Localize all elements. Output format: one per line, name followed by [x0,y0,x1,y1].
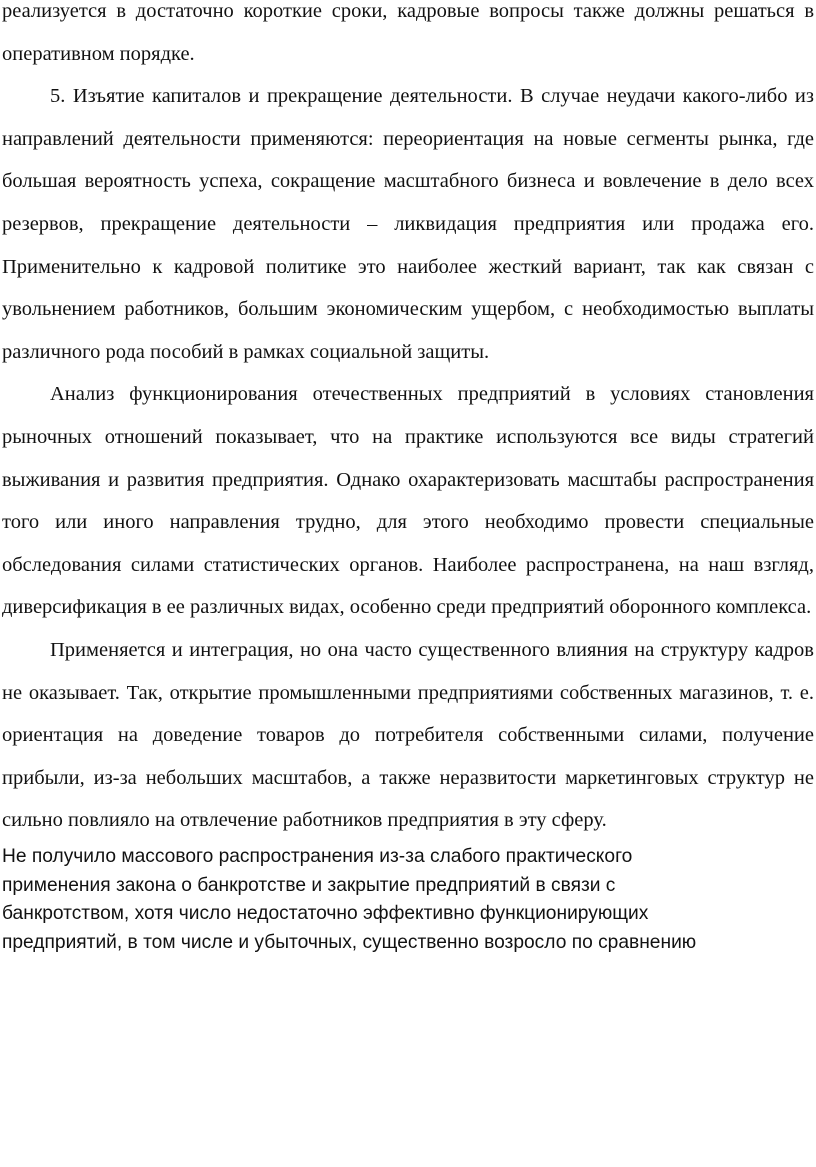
tail-paragraph [0,843,816,957]
tail-line-1: Не получило массового распространения из-за слабого практического [2,845,633,867]
paragraph-3: Анализ функционирования отечественных предприятий в условиях становления рыночных отношений показывает, что на практике используются все виды стратегий выживания и развития предприятия. Однако охарактеризовать масштабы распространения того или иного направления трудно, для этого необходимо провести специальные обследования силами статистических органов. Наиболее распространена, на наш взгляд, диверсификация в ее различных видах, особенно среди предприятий оборонного комплекса. [2,383,814,619]
tail-line-3: банкротством, хотя число недостаточно эффективно функционирующих [2,903,649,925]
paragraph-1: реализуется в достаточно короткие сроки, кадровые вопросы также должны решаться в оперативном порядке. [2,0,814,65]
tail-line-4: предприятий, в том числе и убыточных, существенно возросло по сравнению [2,931,697,953]
paragraph-2: 5. Изъятие капиталов и прекращение деятельности. В случае неудачи какого-либо из направлений деятельности применяются: переориентация на новые сегменты рынка, где большая вероятность успеха, сокращение масштабного бизнеса и вовлечение в дело всех резервов, прекращение деятельности – ликвидация предприятия или продажа его. Применительно к кадровой политике это наиболее жесткий вариант, так как связан с увольнением работников, большим экономическим ущербом, с необходимостью выплаты различного рода пособий в рамках социальной защиты. [2,85,814,363]
paragraph-4: Применяется и интеграция, но она часто существенного влияния на структуру кадров не оказывает. Так, открытие промышленными предприятиями собственных магазинов, т. е. ориентация на доведение товаров до потребителя собственными силами, получение прибыли, из-за небольших масштабов, а также неразвитости маркетинговых структур не сильно повлияло на отвлечение работников предприятия в эту сферу. [2,638,814,832]
tail-line-2: применения закона о банкротстве и закрытие предприятий в связи с [2,874,616,896]
